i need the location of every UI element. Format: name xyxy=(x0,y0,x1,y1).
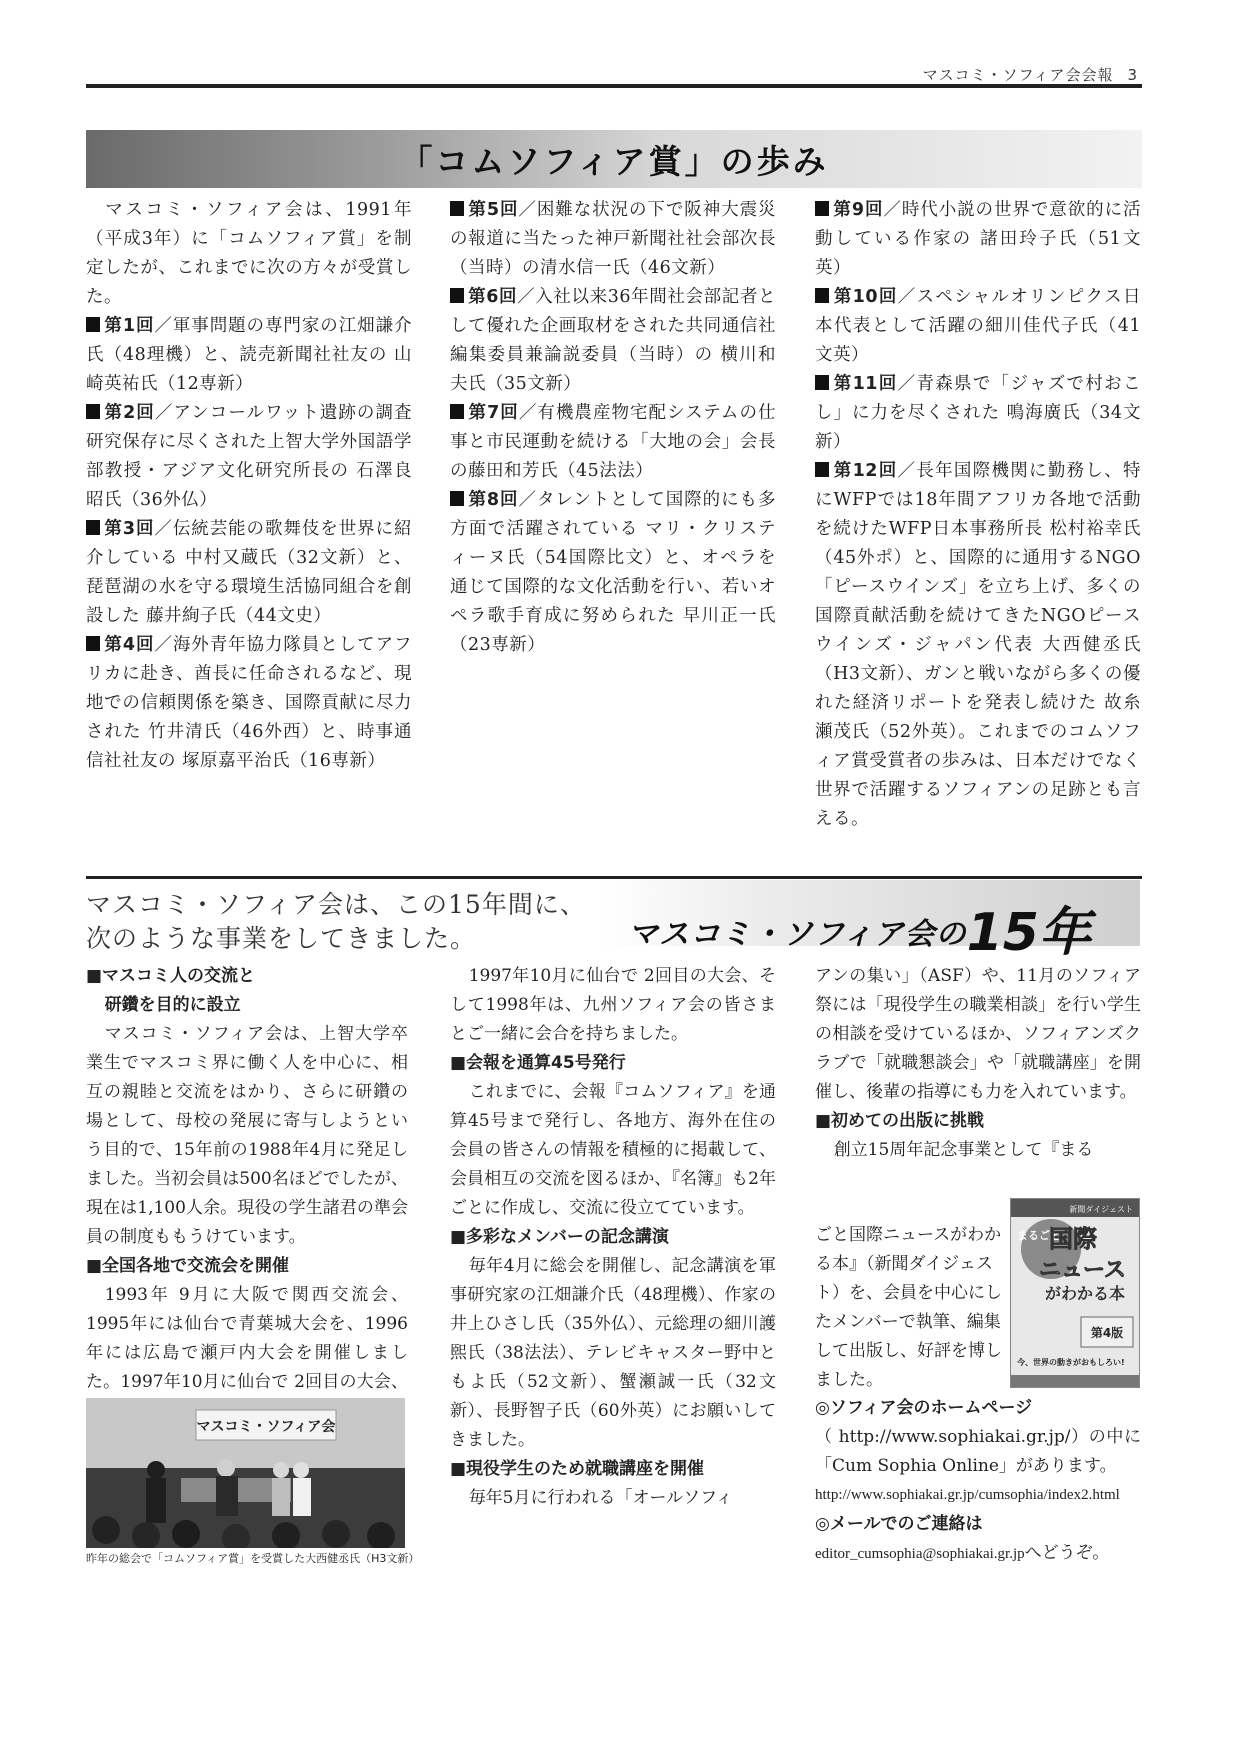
body-text: 1993年 9月に大阪で関西交流会、1995年には仙台で青葉城大会を、1996年には広島で瀬戸内大会を開催しました。1997年10月に仙台で 2回目の大会、 xyxy=(86,1285,408,1392)
section-heading: ■全国各地で交流会を開催 xyxy=(86,1256,290,1276)
general-meeting-photo xyxy=(86,1398,405,1548)
award-column-2 xyxy=(450,196,776,660)
award-column-1 xyxy=(86,196,412,776)
svg-text:国際: 国際 xyxy=(1049,1225,1097,1253)
header-rule xyxy=(86,84,1142,88)
section-heading: ■現役学生のため就職講座を開催 xyxy=(450,1459,705,1479)
fifteen-years-title: マスコミ・ソフィア会の15年 xyxy=(628,903,1091,963)
photo-caption: 昨年の総会で「コムソフィア賞」を受賞した大西健丞氏（H3文新） xyxy=(86,1552,420,1565)
newsletter-title: マスコミ・ソフィア会会報 xyxy=(922,66,1114,84)
award-intro: マスコミ・ソフィア会は、1991年（平成3年）に「コムソフィア賞」を制定したが、これまでに次の方々が受賞した。 xyxy=(86,200,412,307)
svg-text:第4版: 第4版 xyxy=(1090,1326,1124,1340)
body-text: アンの集い」（ASF）や、11月のソフィア祭には「現役学生の職業相談」を行い学生の相談を受けているほか、ソフィアンズクラブで「就職懇談会」や「就職講座」を開催し、後輩の指導にも力を入れています。 xyxy=(815,966,1141,1102)
body-text: マスコミ・ソフィア会は、上智大学卒業生でマスコミ界に働く人を中心に、相互の親睦と交流をはかり、さらに研鑽の場として、母校の発展に寄与しようという目的で、15年前の1988年4月に発足しました。当初会員は500名ほどでしたが、現在は1,100人余。現役の学生諸君の準会員の制度ももうけています。 xyxy=(86,1024,408,1247)
cum-sophia-url[interactable]: http://www.sophiakai.gr.jp/cumsophia/index2.html xyxy=(815,1487,1120,1503)
activities-column-2 xyxy=(450,962,776,1513)
book-cover xyxy=(1010,1198,1140,1388)
award-entry: 第2回／アンコールワット遺跡の調査研究保存に尽くされた上智大学外国語学部教授・アジア文化研究所長の 石澤良昭氏（36外仏） xyxy=(86,403,412,510)
award-entry: 第8回／タレントとして国際的にも多方面で活躍されている マリ・クリスティーヌ氏（54国際比文）と、オペラを通じて国際的な文化活動を行い、若いオペラ歌手育成に努められた 早川正一氏（23専新） xyxy=(450,490,776,655)
mail-text: editor_cumsophia@sophiakai.gr.jpへどうぞ。 xyxy=(815,1543,1110,1563)
award-entry: 第4回／海外青年協力隊員としてアフリカに赴き、酋長に任命されるなど、現地での信頼関係を築き、国際貢献に尽力された 竹井清氏（46外西）と、時事通信社社友の 塚原嘉平治氏（16専新） xyxy=(86,635,412,771)
meeting-continued: 1997年10月に仙台で 2回目の大会、そして1998年は、九州ソフィア会の皆さまとご一緒に会合を持ちました。 xyxy=(450,966,776,1044)
photo-banner-text: マスコミ・ソフィア会 xyxy=(196,1419,336,1435)
homepage-heading: ◎ソフィア会のホームページ xyxy=(815,1398,1033,1418)
mail-heading: ◎メールでのご連絡は xyxy=(815,1514,983,1534)
svg-text:ニュース: ニュース xyxy=(1039,1258,1126,1283)
page-number: 3 xyxy=(1127,66,1138,84)
award-entry: 第10回／スペシャルオリンピクス日本代表として活躍の細川佳代子氏（41文英） xyxy=(815,287,1141,365)
activities-column-1 xyxy=(86,962,408,1397)
body-text: 創立15周年記念事業として『まる xyxy=(833,1140,1094,1160)
fifteen-years-subtitle: マスコミ・ソフィア会は、この15年間に、 次のような事業をしてきました。 xyxy=(86,890,586,953)
svg-text:新聞ダイジェスト: 新聞ダイジェスト xyxy=(1069,1205,1133,1214)
page-header xyxy=(923,64,1138,85)
svg-text:今、世界の動きがおもしろい!: 今、世界の動きがおもしろい! xyxy=(1017,1358,1125,1367)
award-entry: 第6回／入社以来36年間社会部記者として優れた企画取材をされた共同通信社編集委員兼論説委員（当時）の 横川和夫氏（35文新） xyxy=(450,287,776,394)
award-entry: 第7回／有機農産物宅配システムの仕事と市民運動を続ける「大地の会」会長の藤田和芳氏（45法法） xyxy=(450,403,776,481)
contact-block xyxy=(815,1394,1141,1569)
body-text: ごと国際ニュースがわかる本』（新聞ダイジェスト）を、会員を中心にしたメンバーで執筆、編集して出版し、好評を博しました。 xyxy=(815,1225,1002,1390)
activities-column-3 xyxy=(815,962,1141,1165)
svg-text:がわかる本: がわかる本 xyxy=(1045,1284,1126,1303)
body-text: 毎年4月に総会を開催し、記念講演を軍事研究家の江畑謙介氏（48理機）、作家の井上ひさし氏（35外仏）、元総理の細川護煕氏（38法法）、テレビキャスター野中ともよ氏（52文新）、蟹瀬誠一氏（32文新）、長野智子氏（60外英）にお願いしてきました。 xyxy=(450,1256,776,1450)
award-column-3 xyxy=(815,196,1141,834)
section-heading: ■マスコミ人の交流と 研鑽を目的に設立 xyxy=(86,966,256,1015)
award-history-title: 「コムソフィア賞」の歩み xyxy=(399,142,829,181)
award-entry: 第11回／青森県で「ジャズで村おこし」に力を尽くされた 鳴海廣氏（34文新） xyxy=(815,374,1141,452)
section-heading: ■会報を通算45号発行 xyxy=(450,1053,626,1073)
section-heading: ■初めての出版に挑戦 xyxy=(815,1111,985,1131)
email-address[interactable]: editor_cumsophia@sophiakai.gr.jp xyxy=(815,1546,1025,1562)
body-text: 毎年5月に行われる「オールソフィ xyxy=(468,1488,733,1508)
award-entry: 第12回／長年国際機関に勤務し、特にWFPでは18年間アフリカ各地で活動を続けたWFP日本事務所長 松村裕幸氏（45外ポ）と、国際的に通用するNGO「ピースウインズ」を立ち上げ、多くの国際貢献活動を続けてきたNGOピースウインズ・ジャパン代表 大西健丞氏（H3文新）、ガンと戦いながら多くの優れた経済リポートを発表し続けた 故糸瀬茂氏（52外英）。これまでのコムソフィア賞受賞者の歩みは、日本だけでなく世界で活躍するソフィアンの足跡とも言える。 xyxy=(815,461,1141,829)
body-text: これまでに、会報『コムソフィア』を通算45号まで発行し、各地方、海外在住の会員の皆さんの情報を積極的に掲載して、会員相互の交流を図るほか、『名簿』も2年ごとに作成し、交流に役立てています。 xyxy=(450,1082,776,1218)
award-entry: 第5回／困難な状況の下で阪神大震災の報道に当たった神戸新聞社社会部次長（当時）の清水信一氏（46文新） xyxy=(450,200,776,278)
award-entry: 第1回／軍事問題の専門家の江畑謙介氏（48理機）と、読売新聞社社友の 山崎英祐氏（12専新） xyxy=(86,316,412,394)
section-heading: ■多彩なメンバーの記念講演 xyxy=(450,1227,669,1247)
svg-text:まるごと: まるごと xyxy=(1017,1229,1061,1242)
award-entry: 第9回／時代小説の世界で意欲的に活動している作家の 諸田玲子氏（51文英） xyxy=(815,200,1141,278)
homepage-text: （ http://www.sophiakai.gr.jp/）の中に「Cum Sophia Online」があります。 xyxy=(815,1427,1141,1476)
award-history-banner xyxy=(86,130,1142,188)
award-entry: 第3回／伝統芸能の歌舞伎を世界に紹介している 中村又蔵氏（32文新）と、琵琶湖の水を守る環境生活協同組合を創設した 藤井絢子氏（44文史） xyxy=(86,519,412,626)
